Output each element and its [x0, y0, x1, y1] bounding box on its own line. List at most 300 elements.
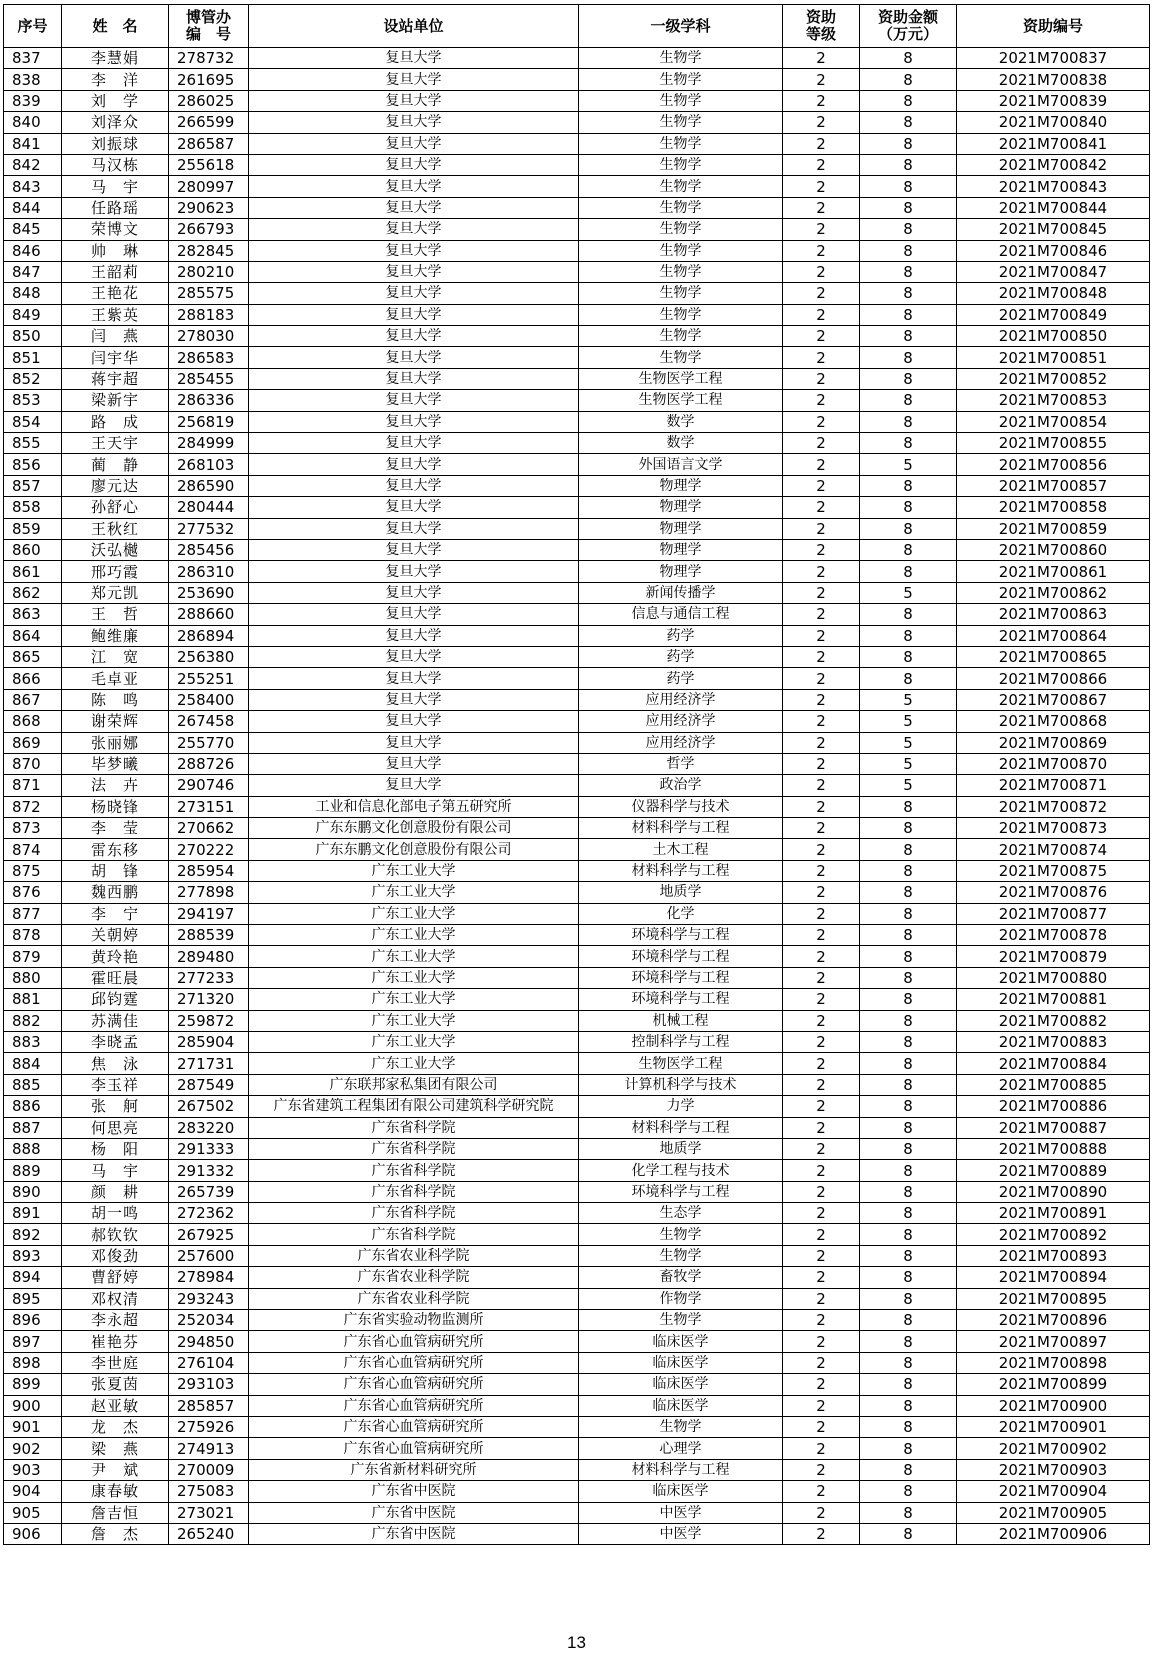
cell-level: 2: [783, 261, 860, 282]
cell-name: 崔艳芬: [62, 1331, 169, 1352]
cell-seq: 854: [4, 411, 62, 432]
cell-seq: 866: [4, 668, 62, 689]
cell-seq: 901: [4, 1417, 62, 1438]
cell-subject: 药学: [579, 625, 783, 646]
cell-subject: 生物学: [579, 240, 783, 261]
cell-level: 2: [783, 197, 860, 218]
cell-subject: 物理学: [579, 475, 783, 496]
table-row: [4, 860, 1150, 881]
cell-code: 2021M700880: [957, 967, 1150, 988]
cell-amount: 8: [860, 1267, 957, 1288]
cell-amount: 8: [860, 347, 957, 368]
cell-seq: 856: [4, 454, 62, 475]
cell-amount: 8: [860, 818, 957, 839]
cell-unit: 复旦大学: [249, 69, 579, 90]
cell-subject: 材料科学与工程: [579, 818, 783, 839]
cell-name: 邓俊劲: [62, 1245, 169, 1266]
cell-seq: 891: [4, 1203, 62, 1224]
cell-amount: 8: [860, 1138, 957, 1159]
cell-level: 2: [783, 796, 860, 817]
cell-unit: 广东东鹏文化创意股份有限公司: [249, 818, 579, 839]
cell-subject: 物理学: [579, 497, 783, 518]
header-level: [783, 5, 860, 48]
cell-id: 278030: [169, 326, 249, 347]
cell-id: 265739: [169, 1181, 249, 1202]
cell-code: 2021M700850: [957, 326, 1150, 347]
cell-name: 王艳花: [62, 283, 169, 304]
cell-unit: 广东省心血管病研究所: [249, 1352, 579, 1373]
cell-name: 邱钧霆: [62, 989, 169, 1010]
cell-id: 278984: [169, 1267, 249, 1288]
header-amount-line1: 资助金额: [877, 8, 938, 26]
header-seq: 序号: [4, 5, 62, 48]
cell-code: 2021M700892: [957, 1224, 1150, 1245]
cell-id: 253690: [169, 582, 249, 603]
cell-level: 2: [783, 967, 860, 988]
cell-id: 268103: [169, 454, 249, 475]
cell-code: 2021M700899: [957, 1374, 1150, 1395]
cell-level: 2: [783, 411, 860, 432]
cell-name: 谢荣辉: [62, 711, 169, 732]
table-row: [4, 1181, 1150, 1202]
cell-name: 赵亚敏: [62, 1395, 169, 1416]
cell-id: 257600: [169, 1245, 249, 1266]
table-row: [4, 1138, 1150, 1159]
cell-code: 2021M700869: [957, 732, 1150, 753]
cell-code: 2021M700904: [957, 1481, 1150, 1502]
cell-unit: 复旦大学: [249, 775, 579, 796]
cell-subject: 生物医学工程: [579, 368, 783, 389]
cell-name: 李晓孟: [62, 1031, 169, 1052]
cell-level: 2: [783, 1438, 860, 1459]
cell-name: 荣博文: [62, 219, 169, 240]
cell-unit: 广东省心血管病研究所: [249, 1395, 579, 1416]
cell-seq: 903: [4, 1459, 62, 1480]
cell-id: 274913: [169, 1438, 249, 1459]
cell-name: 李永超: [62, 1310, 169, 1331]
header-id-line1: 博管办: [185, 8, 231, 26]
cell-level: 2: [783, 1417, 860, 1438]
cell-level: 2: [783, 1288, 860, 1309]
cell-level: 2: [783, 604, 860, 625]
cell-amount: 5: [860, 454, 957, 475]
cell-seq: 894: [4, 1267, 62, 1288]
cell-name: 梁 燕: [62, 1438, 169, 1459]
cell-id: 273021: [169, 1502, 249, 1523]
cell-level: 2: [783, 240, 860, 261]
cell-code: 2021M700893: [957, 1245, 1150, 1266]
cell-name: 杨 阳: [62, 1138, 169, 1159]
header-level-line2: 等级: [805, 25, 836, 43]
cell-amount: 8: [860, 69, 957, 90]
cell-code: 2021M700846: [957, 240, 1150, 261]
cell-amount: 8: [860, 197, 957, 218]
cell-subject: 控制科学与工程: [579, 1031, 783, 1052]
cell-level: 2: [783, 1481, 860, 1502]
cell-level: 2: [783, 1267, 860, 1288]
cell-level: 2: [783, 347, 860, 368]
cell-seq: 844: [4, 197, 62, 218]
funding-table: [3, 4, 1150, 1545]
cell-seq: 898: [4, 1352, 62, 1373]
cell-subject: 信息与通信工程: [579, 604, 783, 625]
cell-id: 288660: [169, 604, 249, 625]
cell-subject: 化学: [579, 903, 783, 924]
cell-unit: 广东省农业科学院: [249, 1245, 579, 1266]
cell-seq: 840: [4, 112, 62, 133]
table-row: [4, 625, 1150, 646]
cell-amount: 8: [860, 1459, 957, 1480]
table-row: [4, 882, 1150, 903]
cell-amount: 5: [860, 711, 957, 732]
cell-subject: 环境科学与工程: [579, 1181, 783, 1202]
cell-id: 275083: [169, 1481, 249, 1502]
cell-id: 280444: [169, 497, 249, 518]
cell-id: 282845: [169, 240, 249, 261]
cell-code: 2021M700881: [957, 989, 1150, 1010]
cell-level: 2: [783, 1502, 860, 1523]
cell-seq: 889: [4, 1160, 62, 1181]
cell-level: 2: [783, 1074, 860, 1095]
table-row: [4, 1331, 1150, 1352]
cell-amount: 8: [860, 989, 957, 1010]
cell-level: 2: [783, 112, 860, 133]
cell-level: 2: [783, 839, 860, 860]
cell-subject: 地质学: [579, 882, 783, 903]
cell-amount: 8: [860, 1502, 957, 1523]
table-row: [4, 197, 1150, 218]
cell-id: 285456: [169, 539, 249, 560]
cell-id: 256380: [169, 646, 249, 667]
cell-id: 283220: [169, 1117, 249, 1138]
cell-unit: 广东工业大学: [249, 925, 579, 946]
table-row: [4, 1374, 1150, 1395]
cell-level: 2: [783, 1031, 860, 1052]
cell-amount: 8: [860, 326, 957, 347]
cell-id: 275926: [169, 1417, 249, 1438]
cell-subject: 生物学: [579, 326, 783, 347]
cell-subject: 生物学: [579, 219, 783, 240]
cell-code: 2021M700866: [957, 668, 1150, 689]
cell-subject: 环境科学与工程: [579, 946, 783, 967]
cell-name: 胡 锋: [62, 860, 169, 881]
table-row: [4, 454, 1150, 475]
cell-name: 关朝婷: [62, 925, 169, 946]
cell-code: 2021M700875: [957, 860, 1150, 881]
cell-subject: 物理学: [579, 539, 783, 560]
cell-code: 2021M700855: [957, 433, 1150, 454]
cell-level: 2: [783, 946, 860, 967]
cell-name: 尹 斌: [62, 1459, 169, 1480]
cell-seq: 869: [4, 732, 62, 753]
cell-unit: 复旦大学: [249, 390, 579, 411]
table-row: [4, 1459, 1150, 1480]
cell-amount: 8: [860, 1053, 957, 1074]
cell-code: 2021M700895: [957, 1288, 1150, 1309]
cell-code: 2021M700878: [957, 925, 1150, 946]
cell-level: 2: [783, 1374, 860, 1395]
cell-unit: 广东省科学院: [249, 1181, 579, 1202]
table-row: [4, 1481, 1150, 1502]
table-row: [4, 925, 1150, 946]
cell-amount: 8: [860, 796, 957, 817]
cell-name: 李慧娟: [62, 48, 169, 69]
cell-amount: 8: [860, 1031, 957, 1052]
cell-name: 李玉祥: [62, 1074, 169, 1095]
cell-unit: 复旦大学: [249, 411, 579, 432]
cell-level: 2: [783, 775, 860, 796]
cell-unit: 复旦大学: [249, 90, 579, 111]
cell-level: 2: [783, 625, 860, 646]
cell-unit: 广东工业大学: [249, 967, 579, 988]
cell-unit: 复旦大学: [249, 176, 579, 197]
cell-unit: 广东省科学院: [249, 1224, 579, 1245]
cell-amount: 8: [860, 967, 957, 988]
cell-seq: 847: [4, 261, 62, 282]
cell-level: 2: [783, 1160, 860, 1181]
table-row: [4, 753, 1150, 774]
cell-amount: 8: [860, 1096, 957, 1117]
cell-id: 286583: [169, 347, 249, 368]
cell-id: 276104: [169, 1352, 249, 1373]
cell-id: 278732: [169, 48, 249, 69]
cell-level: 2: [783, 1117, 860, 1138]
cell-level: 2: [783, 1352, 860, 1373]
cell-seq: 865: [4, 646, 62, 667]
cell-seq: 851: [4, 347, 62, 368]
cell-subject: 土木工程: [579, 839, 783, 860]
cell-id: 272362: [169, 1203, 249, 1224]
cell-subject: 环境科学与工程: [579, 967, 783, 988]
table-row: [4, 775, 1150, 796]
cell-unit: 广东省科学院: [249, 1117, 579, 1138]
cell-name: 马 宇: [62, 1160, 169, 1181]
cell-code: 2021M700902: [957, 1438, 1150, 1459]
cell-subject: 仪器科学与技术: [579, 796, 783, 817]
cell-subject: 材料科学与工程: [579, 860, 783, 881]
table-row: [4, 582, 1150, 603]
cell-amount: 8: [860, 1438, 957, 1459]
cell-code: 2021M700852: [957, 368, 1150, 389]
cell-unit: 复旦大学: [249, 689, 579, 710]
cell-unit: 复旦大学: [249, 240, 579, 261]
cell-id: 288183: [169, 304, 249, 325]
cell-subject: 生物学: [579, 90, 783, 111]
cell-seq: 904: [4, 1481, 62, 1502]
cell-amount: 8: [860, 1203, 957, 1224]
cell-subject: 应用经济学: [579, 711, 783, 732]
cell-seq: 877: [4, 903, 62, 924]
cell-unit: 广东工业大学: [249, 1031, 579, 1052]
cell-level: 2: [783, 1459, 860, 1480]
cell-id: 261695: [169, 69, 249, 90]
cell-subject: 生态学: [579, 1203, 783, 1224]
cell-name: 曹舒婷: [62, 1267, 169, 1288]
cell-seq: 864: [4, 625, 62, 646]
cell-amount: 8: [860, 1288, 957, 1309]
cell-id: 286310: [169, 561, 249, 582]
cell-level: 2: [783, 90, 860, 111]
table-row: [4, 989, 1150, 1010]
cell-level: 2: [783, 582, 860, 603]
cell-name: 廖元达: [62, 475, 169, 496]
cell-amount: 8: [860, 240, 957, 261]
table-row: [4, 411, 1150, 432]
cell-amount: 8: [860, 48, 957, 69]
cell-name: 张丽娜: [62, 732, 169, 753]
cell-unit: 广东省科学院: [249, 1138, 579, 1159]
cell-subject: 药学: [579, 646, 783, 667]
cell-name: 闫 燕: [62, 326, 169, 347]
table-row: [4, 1010, 1150, 1031]
cell-name: 邓权清: [62, 1288, 169, 1309]
cell-unit: 广东工业大学: [249, 860, 579, 881]
cell-seq: 878: [4, 925, 62, 946]
cell-unit: 复旦大学: [249, 582, 579, 603]
cell-name: 路 成: [62, 411, 169, 432]
cell-unit: 复旦大学: [249, 539, 579, 560]
cell-subject: 药学: [579, 668, 783, 689]
cell-subject: 计算机科学与技术: [579, 1074, 783, 1095]
cell-unit: 广东省农业科学院: [249, 1288, 579, 1309]
cell-seq: 855: [4, 433, 62, 454]
cell-seq: 897: [4, 1331, 62, 1352]
cell-code: 2021M700841: [957, 133, 1150, 154]
table-row: [4, 304, 1150, 325]
cell-level: 2: [783, 304, 860, 325]
cell-code: 2021M700872: [957, 796, 1150, 817]
cell-seq: 861: [4, 561, 62, 582]
cell-unit: 广东工业大学: [249, 903, 579, 924]
cell-name: 蒋宇超: [62, 368, 169, 389]
table-row: [4, 1310, 1150, 1331]
cell-seq: 837: [4, 48, 62, 69]
cell-name: 颜 耕: [62, 1181, 169, 1202]
cell-id: 290746: [169, 775, 249, 796]
cell-code: 2021M700896: [957, 1310, 1150, 1331]
cell-name: 王天宇: [62, 433, 169, 454]
cell-unit: 广东联邦家私集团有限公司: [249, 1074, 579, 1095]
table-row: [4, 689, 1150, 710]
cell-code: 2021M700890: [957, 1181, 1150, 1202]
cell-subject: 物理学: [579, 561, 783, 582]
cell-id: 280210: [169, 261, 249, 282]
cell-subject: 生物学: [579, 197, 783, 218]
cell-seq: 845: [4, 219, 62, 240]
cell-code: 2021M700865: [957, 646, 1150, 667]
cell-amount: 8: [860, 1310, 957, 1331]
cell-amount: 8: [860, 946, 957, 967]
cell-id: 270009: [169, 1459, 249, 1480]
cell-id: 255251: [169, 668, 249, 689]
cell-name: 沃弘樾: [62, 539, 169, 560]
cell-name: 任路瑶: [62, 197, 169, 218]
cell-level: 2: [783, 539, 860, 560]
cell-amount: 8: [860, 1224, 957, 1245]
cell-subject: 生物医学工程: [579, 390, 783, 411]
cell-code: 2021M700903: [957, 1459, 1150, 1480]
cell-seq: 843: [4, 176, 62, 197]
table-row: [4, 326, 1150, 347]
cell-unit: 复旦大学: [249, 154, 579, 175]
cell-unit: 复旦大学: [249, 475, 579, 496]
cell-amount: 8: [860, 925, 957, 946]
cell-level: 2: [783, 561, 860, 582]
cell-code: 2021M700906: [957, 1523, 1150, 1544]
cell-subject: 生物学: [579, 261, 783, 282]
cell-subject: 生物学: [579, 1310, 783, 1331]
cell-seq: 872: [4, 796, 62, 817]
table-row: [4, 818, 1150, 839]
table-row: [4, 261, 1150, 282]
cell-name: 毕梦曦: [62, 753, 169, 774]
cell-seq: 881: [4, 989, 62, 1010]
cell-id: 290623: [169, 197, 249, 218]
cell-level: 2: [783, 646, 860, 667]
cell-code: 2021M700862: [957, 582, 1150, 603]
cell-seq: 886: [4, 1096, 62, 1117]
cell-unit: 广东省科学院: [249, 1203, 579, 1224]
cell-id: 267925: [169, 1224, 249, 1245]
cell-level: 2: [783, 1181, 860, 1202]
cell-seq: 899: [4, 1374, 62, 1395]
cell-level: 2: [783, 753, 860, 774]
cell-seq: 850: [4, 326, 62, 347]
cell-seq: 868: [4, 711, 62, 732]
cell-subject: 临床医学: [579, 1352, 783, 1373]
cell-name: 康春敏: [62, 1481, 169, 1502]
cell-code: 2021M700858: [957, 497, 1150, 518]
table-row: [4, 219, 1150, 240]
cell-unit: 复旦大学: [249, 112, 579, 133]
cell-seq: 838: [4, 69, 62, 90]
cell-unit: 复旦大学: [249, 753, 579, 774]
cell-amount: 8: [860, 411, 957, 432]
cell-name: 鲍维廉: [62, 625, 169, 646]
table-header-row: [4, 5, 1150, 48]
cell-name: 李 莹: [62, 818, 169, 839]
cell-code: 2021M700859: [957, 518, 1150, 539]
table-row: [4, 946, 1150, 967]
cell-seq: 874: [4, 839, 62, 860]
cell-subject: 生物学: [579, 133, 783, 154]
cell-id: 286587: [169, 133, 249, 154]
cell-seq: 884: [4, 1053, 62, 1074]
table-row: [4, 839, 1150, 860]
cell-name: 马 宇: [62, 176, 169, 197]
cell-code: 2021M700845: [957, 219, 1150, 240]
cell-name: 黄玲艳: [62, 946, 169, 967]
cell-code: 2021M700877: [957, 903, 1150, 924]
cell-seq: 848: [4, 283, 62, 304]
cell-code: 2021M700837: [957, 48, 1150, 69]
cell-level: 2: [783, 326, 860, 347]
cell-unit: 广东省农业科学院: [249, 1267, 579, 1288]
cell-subject: 畜牧学: [579, 1267, 783, 1288]
cell-seq: 858: [4, 497, 62, 518]
cell-amount: 8: [860, 625, 957, 646]
cell-subject: 生物学: [579, 347, 783, 368]
cell-code: 2021M700863: [957, 604, 1150, 625]
cell-unit: 复旦大学: [249, 48, 579, 69]
cell-seq: 879: [4, 946, 62, 967]
cell-code: 2021M700860: [957, 539, 1150, 560]
cell-level: 2: [783, 668, 860, 689]
cell-name: 刘泽众: [62, 112, 169, 133]
cell-amount: 8: [860, 860, 957, 881]
cell-amount: 8: [860, 390, 957, 411]
cell-amount: 8: [860, 1331, 957, 1352]
